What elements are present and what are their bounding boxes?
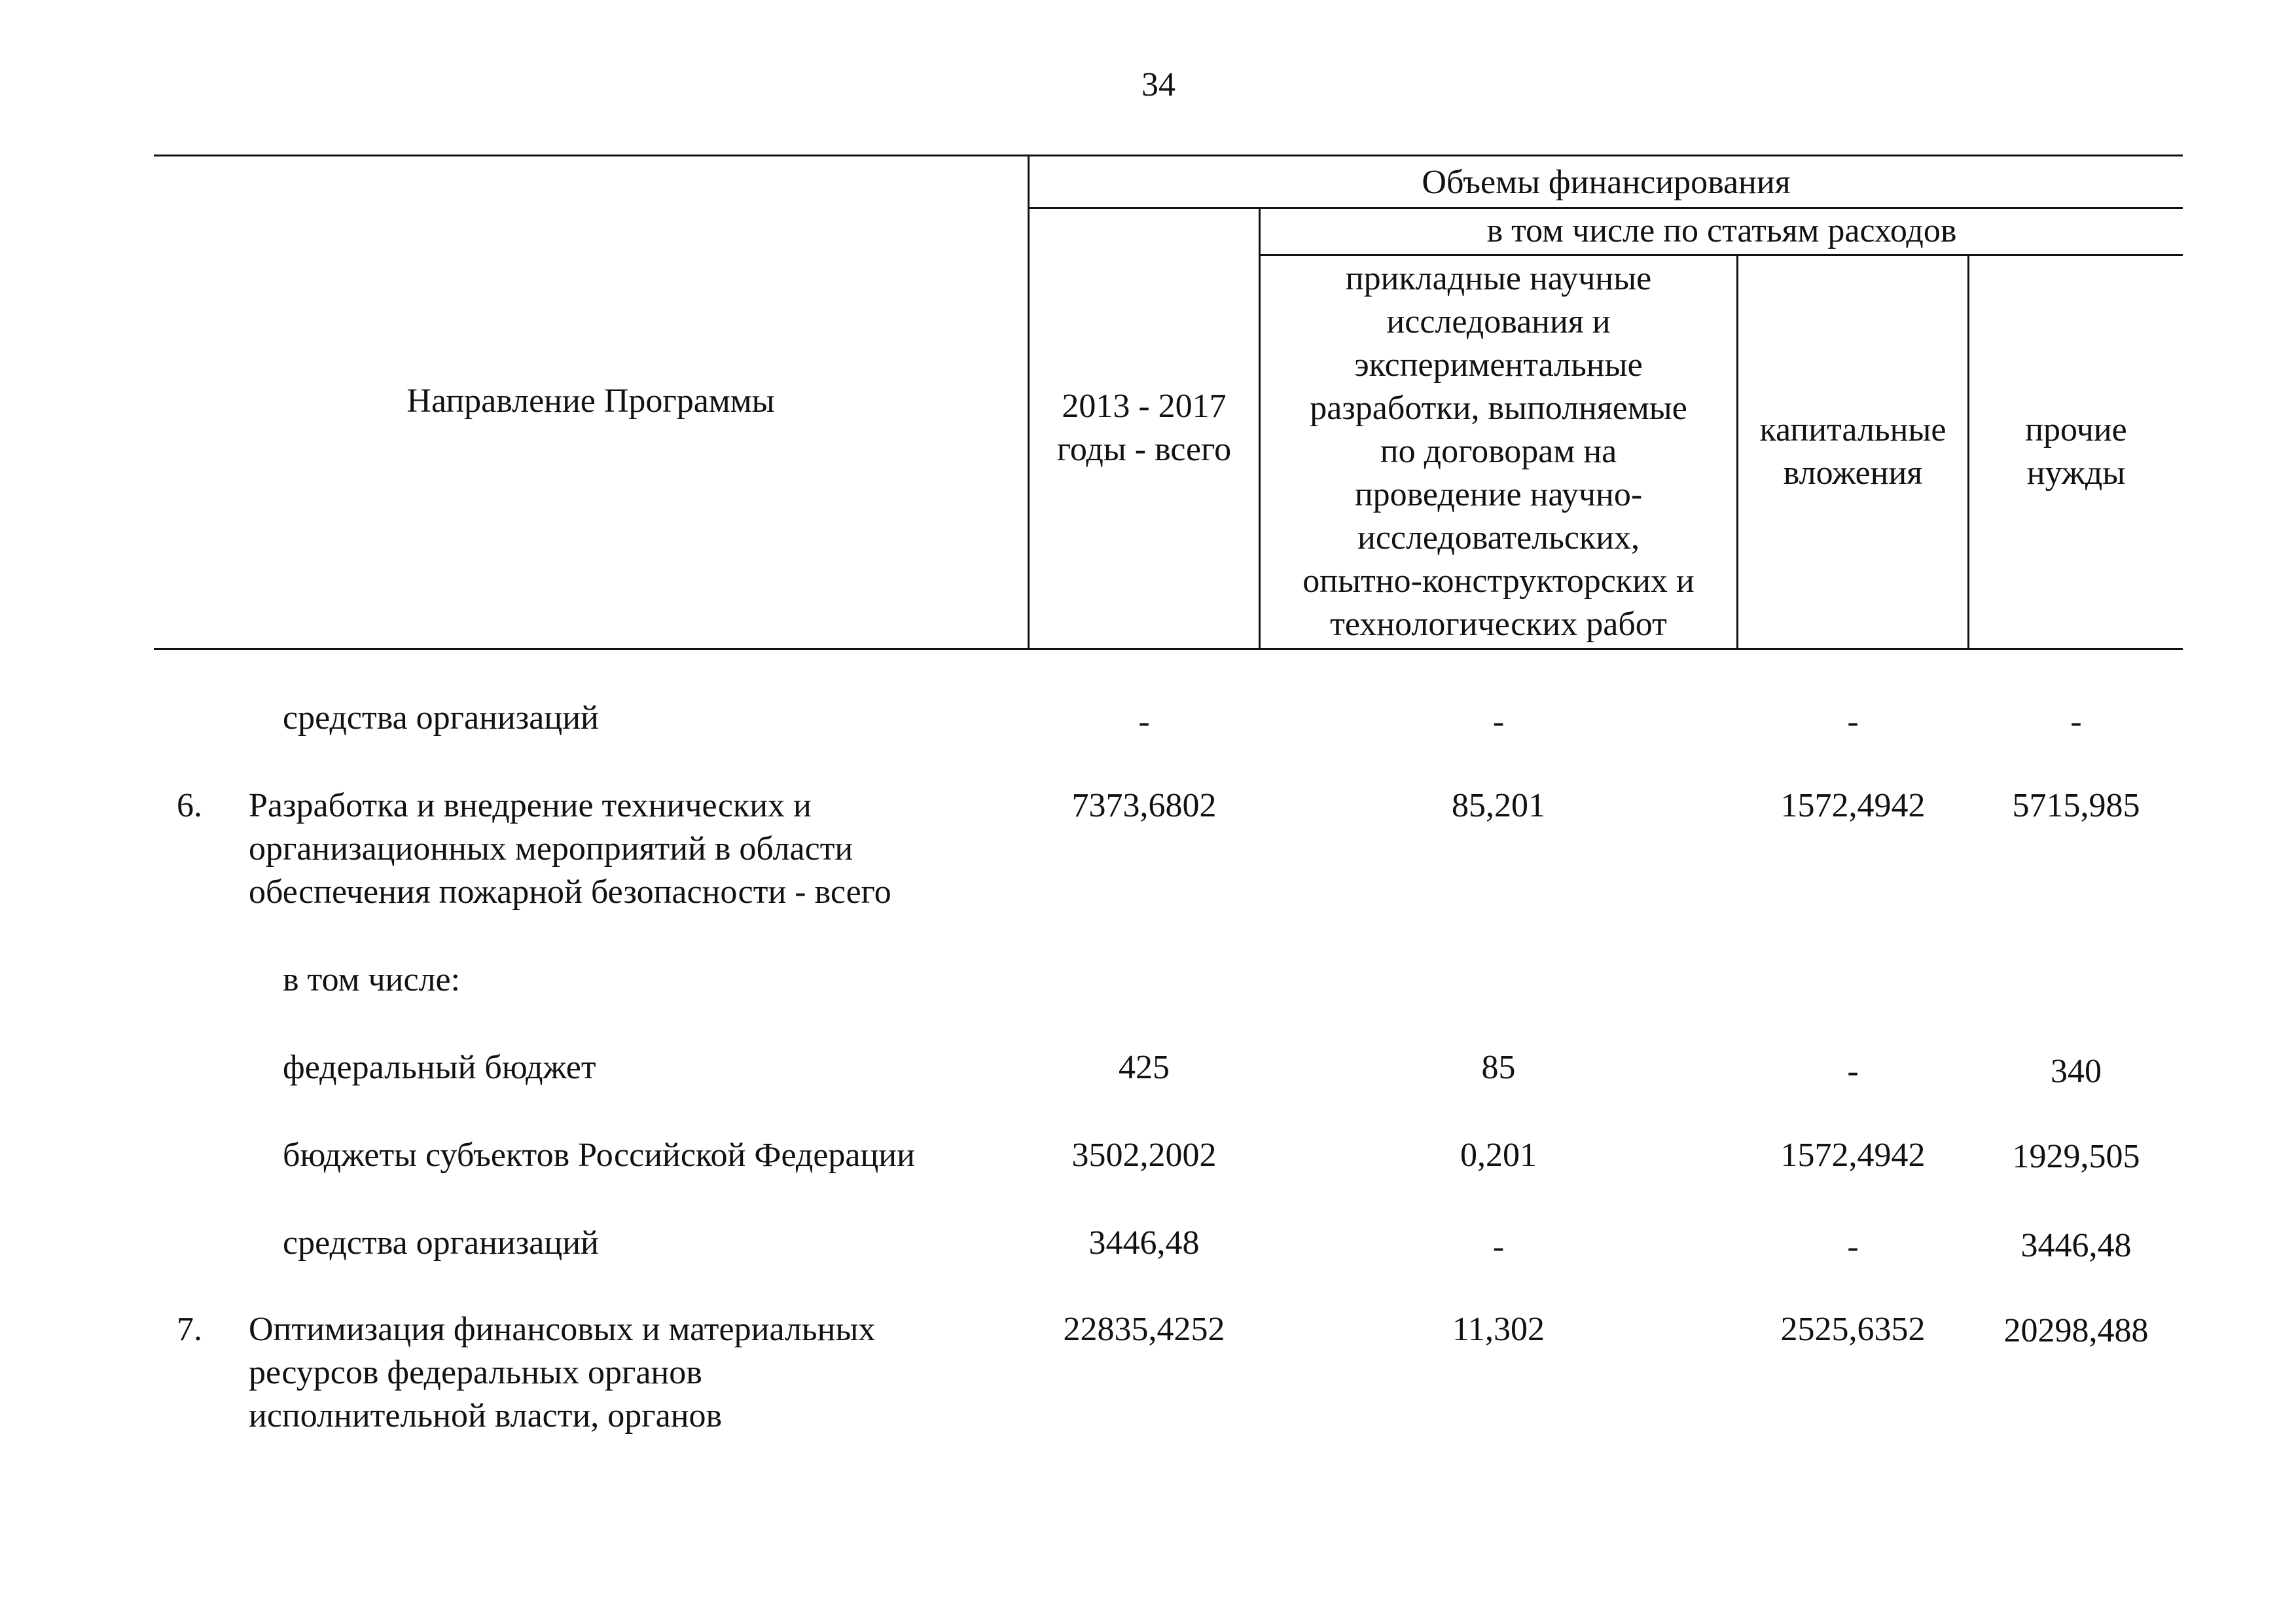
row-total: - xyxy=(1138,703,1150,740)
row-total: 3502,2002 xyxy=(1071,1137,1217,1174)
row-capital: - xyxy=(1847,1053,1859,1090)
row-research: 85,201 xyxy=(1452,787,1545,824)
row-label: Оптимизация финансовых и материальных ресурсов федеральных органов исполнительной власти, органов xyxy=(249,1311,876,1434)
row-number: 6. xyxy=(177,787,202,824)
header-other: прочие нужды xyxy=(2025,411,2127,492)
row-label: в том числе: xyxy=(283,961,461,998)
row-other: 5715,985 xyxy=(2012,787,2140,824)
row-capital: - xyxy=(1847,1228,1859,1266)
row-research: 11,302 xyxy=(1452,1311,1545,1348)
header-funding: Объемы финансирования xyxy=(1422,164,1791,201)
header-including: в том числе по статьям расходов xyxy=(1486,212,1957,249)
row-capital: 1572,4942 xyxy=(1780,1137,1926,1174)
row-label: бюджеты субъектов Российской Федерации xyxy=(283,1137,915,1174)
row-label: средства организаций xyxy=(283,1224,599,1262)
header-applied-research: прикладные научные исследования и экспериментальные разработки, выполняемые по договорам на проведение научно- исследовательских, опытно-конструкторских и технологических работ xyxy=(1302,260,1695,643)
header-direction: Направление Программы xyxy=(406,382,775,420)
row-other: 20298,488 xyxy=(2003,1312,2149,1349)
row-capital: - xyxy=(1847,703,1859,740)
row-research: 0,201 xyxy=(1460,1137,1537,1174)
row-total: 425 xyxy=(1119,1049,1170,1086)
row-other: 340 xyxy=(2051,1053,2102,1090)
row-number: 7. xyxy=(177,1311,202,1348)
header-capital: капитальные вложения xyxy=(1759,411,1946,492)
row-capital: 1572,4942 xyxy=(1780,787,1926,824)
header-total: 2013 - 2017 годы - всего xyxy=(1056,388,1232,468)
row-other: 1929,505 xyxy=(2012,1138,2140,1175)
row-other: 3446,48 xyxy=(2020,1227,2132,1264)
row-total: 7373,6802 xyxy=(1071,787,1217,824)
row-label: средства организаций xyxy=(283,699,599,737)
row-research: - xyxy=(1492,703,1505,740)
row-research: 85 xyxy=(1481,1049,1516,1086)
row-capital: 2525,6352 xyxy=(1780,1311,1926,1348)
row-label: Разработка и внедрение технических и организационных мероприятий в области обеспечения пожарной безопасности - всего xyxy=(249,787,891,911)
page-number: 34 xyxy=(1141,66,1175,103)
row-label: федеральный бюджет xyxy=(283,1049,596,1086)
header-bottom-border xyxy=(154,648,2183,650)
row-research: - xyxy=(1492,1228,1505,1266)
row-other: - xyxy=(2070,703,2082,740)
row-total: 22835,4252 xyxy=(1063,1311,1225,1348)
row-total: 3446,48 xyxy=(1088,1224,1200,1262)
